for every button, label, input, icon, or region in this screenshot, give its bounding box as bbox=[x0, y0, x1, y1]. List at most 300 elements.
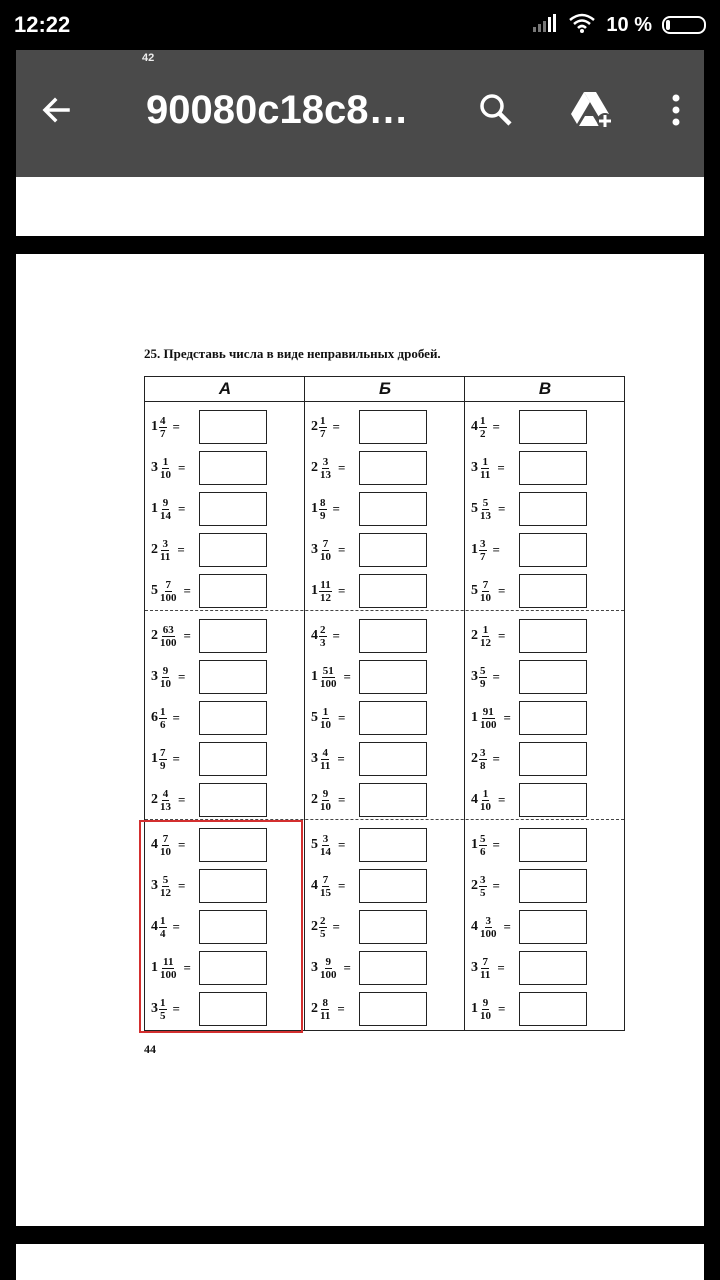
numerator: 9 bbox=[162, 496, 169, 509]
denominator: 9 bbox=[320, 509, 326, 522]
denominator: 9 bbox=[160, 759, 166, 772]
fraction bbox=[319, 624, 327, 649]
denominator: 13 bbox=[160, 800, 171, 813]
whole-part: 2 bbox=[151, 542, 158, 557]
denominator: 10 bbox=[160, 468, 171, 481]
whole-part: 1 bbox=[471, 710, 478, 725]
fraction bbox=[319, 706, 332, 731]
mixed-number bbox=[151, 739, 180, 779]
denominator: 13 bbox=[480, 509, 491, 522]
numerator: 7 bbox=[165, 578, 171, 591]
mixed-number bbox=[311, 616, 340, 656]
numerator: 5 bbox=[480, 664, 486, 677]
whole-part: 6 bbox=[151, 710, 158, 725]
equals-sign: = bbox=[178, 878, 186, 893]
exercise-cell bbox=[465, 825, 625, 865]
answer-box bbox=[519, 574, 587, 608]
whole-part: 3 bbox=[151, 669, 158, 684]
answer-box bbox=[519, 951, 587, 985]
equals-sign: = bbox=[343, 960, 351, 975]
wifi-icon bbox=[568, 12, 596, 39]
mixed-number bbox=[151, 698, 180, 738]
numerator: 5 bbox=[480, 832, 486, 845]
exercise-cell bbox=[465, 489, 625, 529]
answer-box bbox=[199, 574, 267, 608]
answer-box bbox=[519, 660, 587, 694]
numerator: 5 bbox=[482, 496, 489, 509]
whole-part: 2 bbox=[471, 751, 478, 766]
numerator: 2 bbox=[320, 623, 326, 636]
fraction bbox=[159, 747, 167, 772]
whole-part: 1 bbox=[311, 501, 318, 516]
page-number-top: 42 bbox=[142, 52, 155, 64]
equals-sign: = bbox=[172, 1001, 180, 1016]
fraction bbox=[479, 788, 492, 813]
numerator: 1 bbox=[160, 705, 166, 718]
exercise-cell bbox=[465, 657, 625, 697]
equals-sign: = bbox=[178, 460, 186, 475]
document-title: 90080c18c8… bbox=[146, 88, 409, 132]
exercise-cell bbox=[145, 489, 305, 529]
exercise-cell bbox=[305, 571, 465, 611]
column-header-a: А bbox=[218, 379, 232, 398]
exercise-cell bbox=[465, 907, 625, 947]
whole-part: 1 bbox=[311, 583, 318, 598]
denominator: 2 bbox=[480, 427, 486, 440]
equals-sign: = bbox=[492, 419, 500, 434]
fraction bbox=[479, 497, 492, 522]
numerator: 3 bbox=[480, 873, 486, 886]
whole-part: 4 bbox=[471, 919, 478, 934]
numerator: 9 bbox=[482, 996, 489, 1009]
answer-box bbox=[359, 701, 427, 735]
status-bar bbox=[0, 0, 720, 50]
equals-sign: = bbox=[343, 669, 351, 684]
exercise-cell bbox=[465, 407, 625, 447]
mixed-number bbox=[311, 739, 345, 779]
answer-box bbox=[519, 451, 587, 485]
answer-box bbox=[199, 410, 267, 444]
numerator: 3 bbox=[485, 914, 491, 927]
equals-sign: = bbox=[498, 501, 506, 516]
arrow-back-icon[interactable] bbox=[36, 90, 76, 130]
whole-part: 5 bbox=[311, 837, 318, 852]
equals-sign: = bbox=[337, 1001, 345, 1016]
whole-part: 2 bbox=[311, 460, 318, 475]
exercise-cell bbox=[145, 448, 305, 488]
fraction bbox=[319, 538, 332, 563]
mixed-number bbox=[311, 657, 351, 697]
whole-part: 2 bbox=[471, 628, 478, 643]
numerator: 7 bbox=[482, 955, 488, 968]
numerator: 8 bbox=[322, 996, 328, 1009]
equals-sign: = bbox=[492, 878, 500, 893]
denominator: 11 bbox=[160, 550, 171, 563]
equals-sign: = bbox=[498, 628, 506, 643]
numerator: 4 bbox=[160, 414, 166, 427]
equals-sign: = bbox=[178, 837, 186, 852]
mixed-number bbox=[151, 571, 191, 611]
equals-sign: = bbox=[503, 919, 511, 934]
whole-part: 5 bbox=[471, 583, 478, 598]
whole-part: 1 bbox=[471, 542, 478, 557]
fraction bbox=[159, 579, 178, 604]
denominator: 6 bbox=[480, 845, 486, 858]
numerator: 3 bbox=[480, 746, 486, 759]
whole-part: 3 bbox=[151, 878, 158, 893]
answer-box bbox=[359, 660, 427, 694]
equals-sign: = bbox=[332, 919, 340, 934]
denominator: 11 bbox=[320, 1009, 331, 1022]
answer-box bbox=[519, 910, 587, 944]
numerator: 3 bbox=[162, 537, 168, 550]
app-toolbar bbox=[16, 50, 704, 177]
exercise-cell bbox=[145, 530, 305, 570]
denominator: 11 bbox=[320, 759, 331, 772]
fraction bbox=[159, 538, 171, 563]
page-number: 44 bbox=[144, 1042, 156, 1056]
denominator: 100 bbox=[160, 636, 177, 649]
numerator: 9 bbox=[162, 664, 169, 677]
equals-sign: = bbox=[497, 960, 505, 975]
fraction bbox=[319, 747, 331, 772]
numerator: 9 bbox=[322, 787, 329, 800]
exercise-cell bbox=[465, 948, 625, 988]
next-page-strip[interactable] bbox=[16, 1244, 704, 1280]
fraction bbox=[479, 456, 491, 481]
equals-sign: = bbox=[332, 501, 340, 516]
numerator: 1 bbox=[322, 705, 329, 718]
whole-part: 3 bbox=[311, 542, 318, 557]
whole-part: 2 bbox=[311, 419, 318, 434]
column-header-b: Б bbox=[378, 379, 392, 398]
exercise-cell bbox=[145, 616, 305, 656]
denominator: 12 bbox=[160, 886, 171, 899]
whole-part: 1 bbox=[311, 669, 318, 684]
numerator: 7 bbox=[162, 832, 169, 845]
denominator: 9 bbox=[480, 677, 486, 690]
whole-part: 1 bbox=[151, 501, 158, 516]
numerator: 2 bbox=[320, 914, 326, 927]
exercise-cell bbox=[305, 825, 465, 865]
answer-box bbox=[199, 451, 267, 485]
answer-box bbox=[359, 533, 427, 567]
answer-box bbox=[359, 451, 427, 485]
whole-part: 4 bbox=[471, 792, 478, 807]
mixed-number bbox=[471, 989, 505, 1029]
answer-box bbox=[199, 742, 267, 776]
whole-part: 3 bbox=[471, 960, 478, 975]
equals-sign: = bbox=[338, 542, 346, 557]
equals-sign: = bbox=[492, 751, 500, 766]
exercise-cell bbox=[305, 616, 465, 656]
mixed-number bbox=[471, 780, 505, 820]
equals-sign: = bbox=[332, 419, 340, 434]
fraction bbox=[159, 624, 178, 649]
denominator: 100 bbox=[320, 968, 337, 981]
mixed-number bbox=[471, 825, 500, 865]
battery-percent: 10 % bbox=[606, 13, 652, 36]
numerator: 1 bbox=[160, 996, 166, 1009]
denominator: 10 bbox=[320, 800, 331, 813]
numerator: 7 bbox=[160, 746, 166, 759]
whole-part: 2 bbox=[311, 919, 318, 934]
whole-part: 3 bbox=[471, 460, 478, 475]
whole-part: 2 bbox=[311, 792, 318, 807]
numerator: 4 bbox=[162, 787, 169, 800]
equals-sign: = bbox=[492, 837, 500, 852]
answer-box bbox=[519, 533, 587, 567]
exercise-cell bbox=[305, 698, 465, 738]
whole-part: 5 bbox=[151, 583, 158, 598]
equals-sign: = bbox=[178, 669, 186, 684]
exercise-cell bbox=[305, 407, 465, 447]
fraction bbox=[319, 497, 327, 522]
equals-sign: = bbox=[338, 878, 346, 893]
mixed-number bbox=[471, 866, 500, 906]
mixed-number bbox=[311, 948, 351, 988]
whole-part: 1 bbox=[151, 419, 158, 434]
whole-part: 3 bbox=[151, 460, 158, 475]
exercise-cell bbox=[305, 866, 465, 906]
more-vert-icon[interactable] bbox=[656, 90, 696, 130]
numerator: 3 bbox=[480, 537, 486, 550]
exercise-cell bbox=[465, 739, 625, 779]
exercise-cell bbox=[305, 780, 465, 820]
exercise-cell bbox=[465, 989, 625, 1029]
whole-part: 1 bbox=[151, 960, 158, 975]
exercise-cell bbox=[145, 407, 305, 447]
equals-sign: = bbox=[498, 792, 506, 807]
equals-sign: = bbox=[177, 542, 185, 557]
denominator: 10 bbox=[320, 718, 331, 731]
whole-part: 4 bbox=[151, 837, 158, 852]
whole-part: 3 bbox=[151, 1001, 158, 1016]
numerator: 91 bbox=[482, 705, 494, 718]
denominator: 100 bbox=[320, 677, 337, 690]
exercise-cell bbox=[305, 489, 465, 529]
mixed-number bbox=[471, 907, 511, 947]
equals-sign: = bbox=[183, 628, 191, 643]
fraction bbox=[159, 497, 172, 522]
denominator: 7 bbox=[320, 427, 326, 440]
denominator: 14 bbox=[320, 845, 331, 858]
numerator: 1 bbox=[162, 455, 169, 468]
denominator: 10 bbox=[160, 677, 171, 690]
fraction bbox=[159, 415, 167, 440]
numerator: 9 bbox=[325, 955, 331, 968]
fraction bbox=[479, 624, 492, 649]
exercise-cell bbox=[145, 780, 305, 820]
answer-box bbox=[519, 869, 587, 903]
mixed-number bbox=[311, 489, 340, 529]
mixed-number bbox=[151, 657, 185, 697]
mixed-number bbox=[311, 989, 345, 1029]
denominator: 10 bbox=[320, 550, 331, 563]
equals-sign: = bbox=[337, 751, 345, 766]
fraction bbox=[479, 874, 487, 899]
exercise-cell bbox=[305, 989, 465, 1029]
denominator: 12 bbox=[320, 591, 331, 604]
whole-part: 1 bbox=[471, 837, 478, 852]
mixed-number bbox=[471, 657, 500, 697]
numerator: 5 bbox=[162, 873, 169, 886]
denominator: 4 bbox=[160, 927, 166, 940]
numerator: 11 bbox=[320, 578, 331, 591]
mixed-number bbox=[471, 739, 500, 779]
mixed-number bbox=[311, 825, 345, 865]
exercise-cell bbox=[465, 571, 625, 611]
fraction bbox=[319, 456, 332, 481]
denominator: 8 bbox=[480, 759, 486, 772]
answer-box bbox=[359, 828, 427, 862]
numerator: 1 bbox=[482, 455, 488, 468]
denominator: 11 bbox=[480, 968, 491, 981]
mixed-number bbox=[311, 407, 340, 447]
denominator: 10 bbox=[480, 1009, 491, 1022]
fraction bbox=[479, 833, 487, 858]
fraction bbox=[319, 665, 338, 690]
exercise-cell bbox=[305, 530, 465, 570]
exercise-cell bbox=[145, 571, 305, 611]
equals-sign: = bbox=[332, 628, 340, 643]
fraction bbox=[479, 665, 487, 690]
exercise-cell bbox=[145, 698, 305, 738]
denominator: 6 bbox=[160, 718, 166, 731]
mixed-number bbox=[471, 530, 500, 570]
answer-box bbox=[199, 701, 267, 735]
mixed-number bbox=[311, 698, 345, 738]
equals-sign: = bbox=[498, 1001, 506, 1016]
column-header-v: В bbox=[538, 379, 552, 398]
equals-sign: = bbox=[183, 583, 191, 598]
answer-box bbox=[359, 783, 427, 817]
exercise-cell bbox=[145, 657, 305, 697]
answer-box bbox=[359, 742, 427, 776]
fraction bbox=[319, 874, 332, 899]
numerator: 3 bbox=[322, 455, 329, 468]
equals-sign: = bbox=[178, 501, 186, 516]
answer-box bbox=[199, 783, 267, 817]
denominator: 12 bbox=[480, 636, 491, 649]
denominator: 100 bbox=[160, 968, 177, 981]
task-title: 25. Представь числа в виде неправильных дробей. bbox=[144, 346, 441, 361]
equals-sign: = bbox=[172, 419, 180, 434]
numerator: 1 bbox=[160, 914, 166, 927]
denominator: 100 bbox=[480, 927, 497, 940]
answer-box bbox=[199, 533, 267, 567]
numerator: 3 bbox=[322, 832, 329, 845]
add-to-drive-icon[interactable] bbox=[568, 90, 616, 130]
answer-box bbox=[359, 492, 427, 526]
fraction bbox=[479, 538, 487, 563]
exercise-cell bbox=[305, 657, 465, 697]
denominator: 100 bbox=[480, 718, 497, 731]
whole-part: 3 bbox=[471, 669, 478, 684]
denominator: 3 bbox=[320, 636, 326, 649]
answer-box bbox=[519, 701, 587, 735]
exercise-cell bbox=[305, 907, 465, 947]
equals-sign: = bbox=[338, 460, 346, 475]
mixed-number bbox=[311, 530, 345, 570]
fraction bbox=[479, 997, 492, 1022]
mixed-number bbox=[311, 780, 345, 820]
exercise-cell bbox=[465, 448, 625, 488]
fraction bbox=[319, 956, 338, 981]
answer-box bbox=[519, 619, 587, 653]
fraction bbox=[159, 706, 167, 731]
answer-box bbox=[519, 410, 587, 444]
mixed-number bbox=[311, 866, 345, 906]
answer-box bbox=[199, 660, 267, 694]
signal-icon bbox=[532, 13, 558, 38]
fraction bbox=[319, 997, 331, 1022]
numerator: 7 bbox=[322, 873, 329, 886]
answer-box bbox=[359, 574, 427, 608]
previous-page-strip[interactable] bbox=[16, 177, 704, 236]
fraction bbox=[319, 579, 332, 604]
mixed-number bbox=[471, 448, 505, 488]
fraction bbox=[319, 415, 327, 440]
answer-box bbox=[519, 492, 587, 526]
mixed-number bbox=[311, 907, 340, 947]
equals-sign: = bbox=[492, 669, 500, 684]
answer-box bbox=[519, 992, 587, 1026]
mixed-number bbox=[311, 571, 345, 611]
exercise-cell bbox=[465, 616, 625, 656]
equals-sign: = bbox=[497, 460, 505, 475]
mixed-number bbox=[151, 530, 185, 570]
fraction bbox=[319, 833, 332, 858]
header-divider bbox=[145, 401, 624, 402]
mixed-number bbox=[471, 698, 511, 738]
document-page[interactable] bbox=[16, 254, 704, 1226]
denominator: 13 bbox=[320, 468, 331, 481]
denominator: 10 bbox=[160, 845, 171, 858]
answer-box bbox=[359, 951, 427, 985]
answer-box bbox=[359, 869, 427, 903]
exercise-cell bbox=[465, 866, 625, 906]
equals-sign: = bbox=[172, 710, 180, 725]
exercise-cell bbox=[465, 780, 625, 820]
denominator: 5 bbox=[480, 886, 486, 899]
answer-box bbox=[199, 492, 267, 526]
numerator: 7 bbox=[482, 578, 489, 591]
whole-part: 4 bbox=[311, 628, 318, 643]
fraction bbox=[479, 747, 487, 772]
exercise-cell bbox=[145, 739, 305, 779]
answer-box bbox=[519, 828, 587, 862]
denominator: 5 bbox=[160, 1009, 166, 1022]
whole-part: 2 bbox=[471, 878, 478, 893]
fraction bbox=[159, 788, 172, 813]
numerator: 7 bbox=[322, 537, 329, 550]
fraction bbox=[479, 915, 498, 940]
search-icon[interactable] bbox=[476, 90, 516, 130]
highlight-frame bbox=[139, 820, 303, 1033]
equals-sign: = bbox=[172, 751, 180, 766]
denominator: 14 bbox=[160, 509, 171, 522]
mixed-number bbox=[151, 489, 185, 529]
mixed-number bbox=[311, 448, 345, 488]
whole-part: 2 bbox=[151, 792, 158, 807]
answer-box bbox=[359, 910, 427, 944]
equals-sign: = bbox=[338, 583, 346, 598]
answer-box bbox=[519, 783, 587, 817]
exercise-cell bbox=[305, 948, 465, 988]
denominator: 11 bbox=[480, 468, 491, 481]
denominator: 10 bbox=[480, 591, 491, 604]
